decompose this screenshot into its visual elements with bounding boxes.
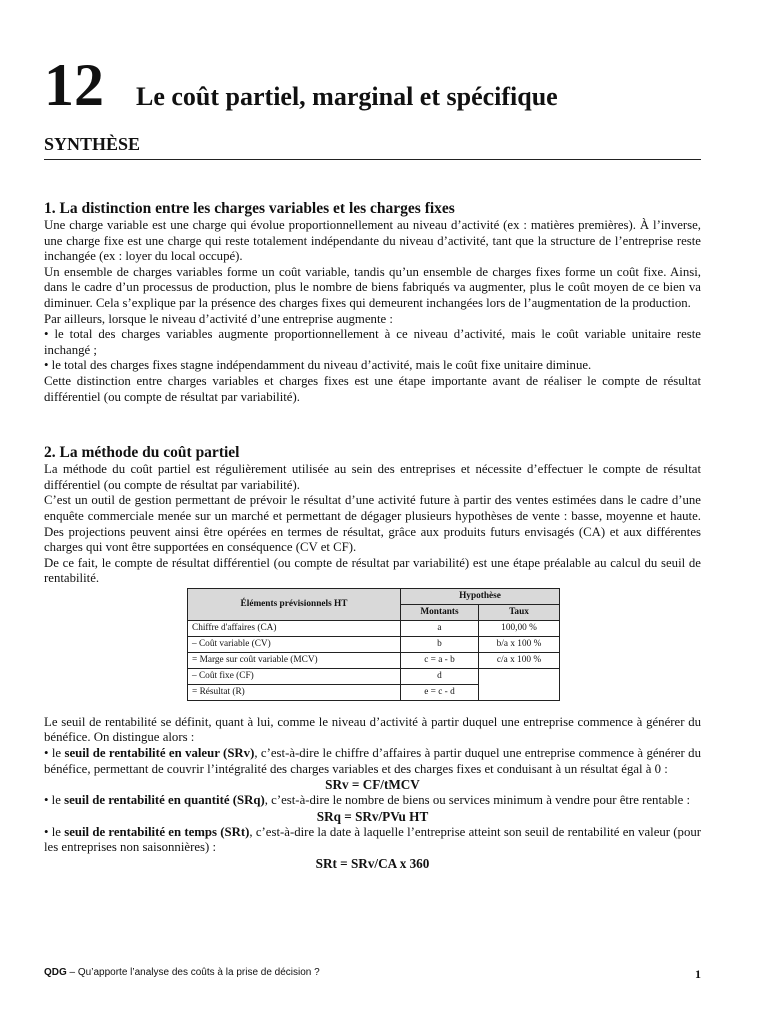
formula-srt: SRt = SRv/CA x 360: [315, 856, 430, 872]
table-cell-montant: b: [401, 636, 479, 652]
table-header-elements: Éléments prévisionnels HT: [188, 588, 401, 620]
paragraph: Par ailleurs, lorsque le niveau d’activité d’une entreprise augmente :: [44, 311, 393, 326]
document-page: [44, 50, 701, 872]
paragraph: Cette distinction entre charges variables et charges fixes est une étape importante avant de réaliser le compte de résultat différentiel (ou compte de résultat par variabilité).: [44, 373, 701, 404]
footer-text: [44, 967, 320, 982]
table-cell-label: = Résultat (R): [188, 684, 401, 700]
chapter-header: [44, 50, 701, 120]
chapter-number: 12: [44, 52, 104, 118]
term-srq: seuil de rentabilité en quantité (SRq): [64, 793, 265, 808]
term-srt: seuil de rentabilité en temps (SRt): [64, 824, 250, 839]
bullet-item-srv: [44, 746, 701, 777]
paragraph: La méthode du coût partiel est régulièrement utilisée au sein des entreprises et nécessite d’effectuer le compte de résultat différentiel (ou compte de résultat par variabilité).: [44, 462, 701, 492]
bullet-item: • le total des charges fixes stagne indépendamment du niveau d’activité, mais le coût fixe unitaire diminue.: [44, 358, 592, 373]
table-row: [188, 620, 560, 636]
bullet-prefix: • le: [44, 824, 65, 839]
table-header-hypothese: Hypothèse: [401, 588, 560, 604]
table-cell-label: Chiffre d'affaires (CA): [188, 620, 401, 636]
table-cell-label: – Coût variable (CV): [188, 636, 401, 652]
bullet-item: • le total des charges variables augmente proportionnellement à ce niveau d’activité, mais le coût variable unitaire reste inchangé ;: [44, 327, 701, 357]
paragraph: Le seuil de rentabilité se définit, quant à lui, comme le niveau d’activité à partir duquel une entreprise commence à générer du bénéfice. On distingue alors :: [44, 714, 701, 745]
bullet-prefix: • le: [44, 746, 65, 761]
footer-brand: QDG: [44, 967, 67, 978]
table-cell-montant: e = c - d: [401, 684, 479, 700]
table-cell-montant: a: [401, 620, 479, 636]
table-cell-taux-empty: [479, 668, 560, 700]
result-table: [187, 588, 560, 701]
paragraph: Une charge variable est une charge qui évolue proportionnellement au niveau d’activité (ex : matières premières). À l’inverse, une charge fixe est une charge qui reste totalement indépendante du niveau d’activité, tant que la structure de l’entreprise reste inchangée (ex : loyer du local occupé).: [44, 218, 701, 264]
formula-srv: SRv = CF/tMCV: [325, 777, 420, 793]
paragraph: De ce fait, le compte de résultat différentiel (ou compte de résultat par variabilité) est une étape préalable au calcul du seuil de rentabilité.: [44, 555, 701, 586]
section-1-title: 1. La distinction entre les charges variables et les charges fixes: [44, 200, 455, 217]
table-cell-montant: d: [401, 668, 479, 684]
table-row: [188, 668, 560, 684]
formula-srq: SRq = SRv/PVu HT: [316, 808, 429, 824]
synthese-heading: SYNTHÈSE: [44, 134, 701, 160]
paragraph: Un ensemble de charges variables forme un coût variable, tandis qu’un ensemble de charges fixes forme un coût fixe. Ainsi, dans le cadre d’un processus de production, plus le nombre de biens fabriqués va augmenter, plus le coût moyen de ce bien va diminuer. Cela s’explique par la présence des charges fixes qui demeurent inchangées lors de l’augmentation de la production.: [44, 264, 701, 310]
table-cell-taux: 100,00 %: [479, 620, 560, 636]
bullet-text: , c’est-à-dire le nombre de biens ou services minimum à vendre pour être rentable :: [264, 793, 691, 808]
table-cell-taux: c/a x 100 %: [479, 652, 560, 668]
table-cell-montant: c = a - b: [401, 652, 479, 668]
table-row: [188, 652, 560, 668]
table-row: [188, 636, 560, 652]
page-number: 1: [695, 967, 701, 981]
footer-caption: – Qu’apporte l’analyse des coûts à la prise de décision ?: [66, 967, 320, 978]
page-footer: [44, 967, 701, 982]
table-header-montants: Montants: [401, 604, 479, 620]
table-cell-label: = Marge sur coût variable (MCV): [188, 652, 401, 668]
section-2-title: 2. La méthode du coût partiel: [44, 444, 240, 462]
section-1: [44, 200, 701, 405]
bullet-text: , c’est-à-dire la date à laquelle l’entreprise atteint son seuil de rentabilité en valeur (pour les entreprises non saisonnières) :: [44, 824, 701, 855]
bullet-item-srq: [44, 793, 701, 809]
paragraph: C’est un outil de gestion permettant de prévoir le résultat d’une activité future à partir des ventes estimées dans le cadre d’une enquête commerciale menée sur un marché et permettant de dégager plusieurs hypothèses de vente : basse, moyenne et haute. Des projections peuvent ainsi être opérées en termes de résultat, grâce aux produits futurs envisagés (CA) et aux différentes charges qui vont être supportées en conséquence (CV et CF).: [44, 493, 701, 555]
term-srv: seuil de rentabilité en valeur (SRv): [64, 746, 255, 761]
bullet-item-srt: [44, 825, 701, 856]
table-header-taux: Taux: [479, 604, 560, 620]
section-2: [44, 444, 701, 872]
bullet-text: , c’est-à-dire le chiffre d’affaires à partir duquel une entreprise commence à générer du bénéfice, permettant de couvrir l’intégralité des charges variables et des charges fixes et conduisant à un résultat égal à 0 :: [44, 746, 701, 776]
table-cell-taux: b/a x 100 %: [479, 636, 560, 652]
table-cell-label: – Coût fixe (CF): [188, 668, 401, 684]
bullet-prefix: • le: [44, 793, 65, 808]
chapter-title: Le coût partiel, marginal et spécifique: [136, 82, 558, 111]
